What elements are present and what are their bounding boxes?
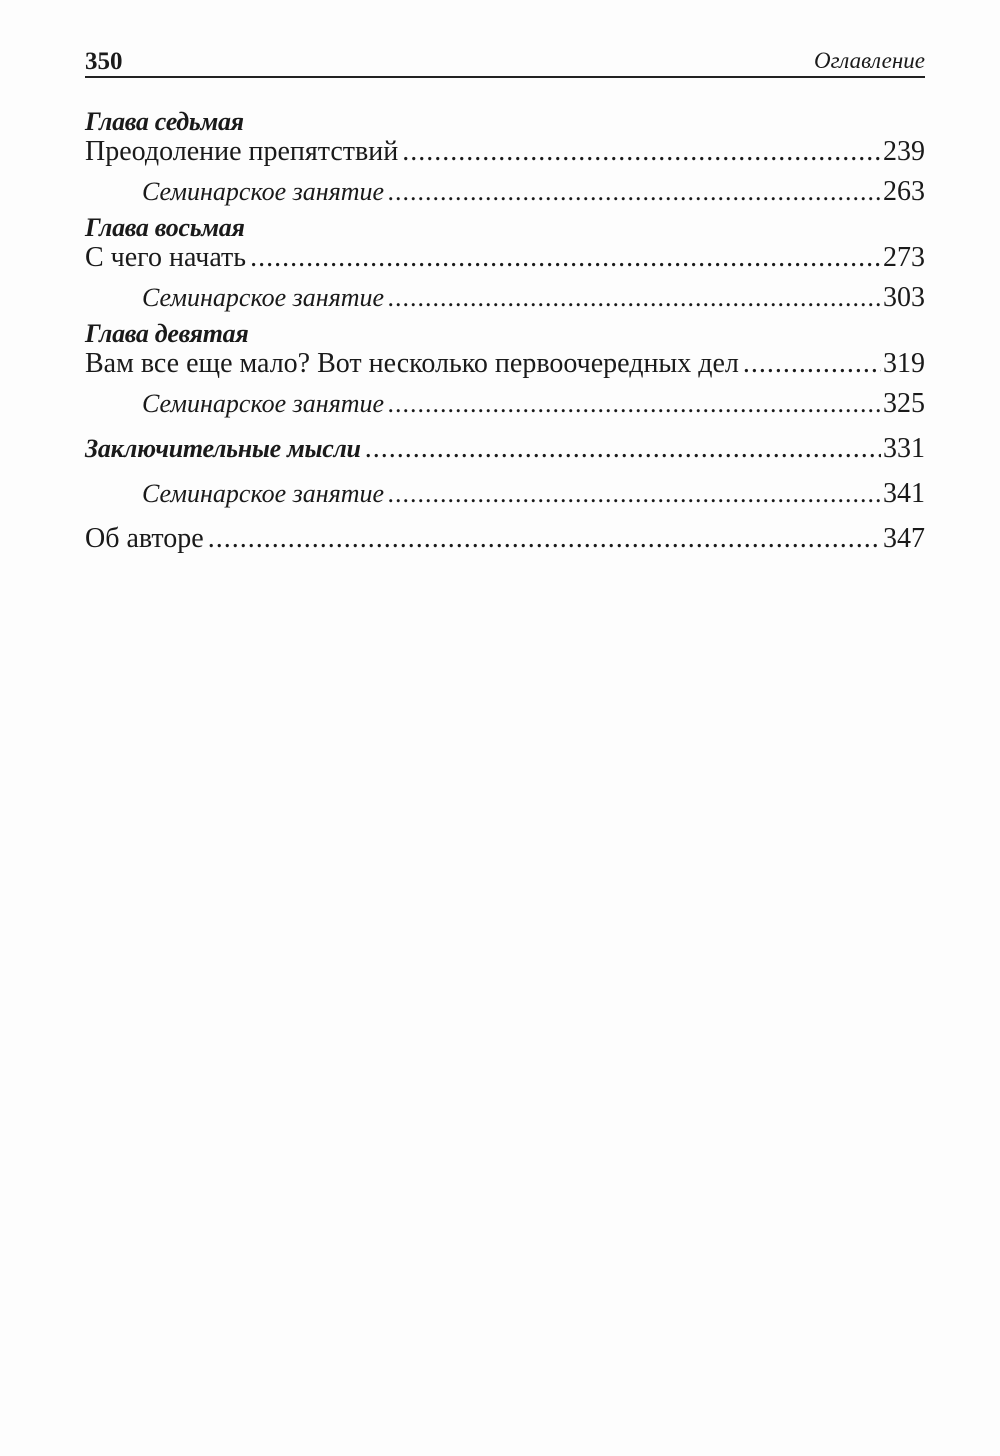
toc-entry-page: 347 (883, 523, 925, 554)
toc-entry-title: Об авторе (85, 523, 204, 554)
toc-entry-title: Преодоление препятствий (85, 136, 399, 167)
dot-leader (388, 472, 881, 516)
toc-entry-page: 325 (883, 388, 925, 419)
table-of-contents (85, 108, 925, 562)
dot-leader (365, 426, 881, 472)
toc-entry-page: 319 (883, 348, 925, 379)
dot-leader (388, 382, 881, 426)
toc-entry-chapter7[interactable] (85, 136, 925, 170)
toc-entry-about-author[interactable] (85, 516, 925, 562)
chapter-heading-7: Глава седьмая (85, 107, 244, 136)
toc-entry-title: Семинарское занятие (142, 283, 385, 312)
toc-entry-title: Семинарское занятие (142, 479, 385, 508)
toc-entry-seminar-8[interactable] (85, 276, 925, 320)
dot-leader (743, 348, 881, 380)
toc-entry-title: С чего начать (85, 242, 247, 273)
dot-leader (208, 516, 881, 562)
toc-entry-title: Семинарское занятие (142, 177, 385, 206)
toc-entry-chapter9[interactable] (85, 348, 925, 382)
toc-entry-page: 331 (883, 433, 925, 464)
toc-entry-page: 273 (883, 242, 925, 273)
toc-entry-title: Вам все еще мало? Вот несколько первоочередных дел (85, 348, 739, 379)
toc-entry-conclusion[interactable] (85, 426, 925, 472)
toc-entry-page: 239 (883, 136, 925, 167)
toc-entry-seminar-conclusion[interactable] (85, 472, 925, 516)
toc-entry-title: Семинарское занятие (142, 389, 385, 418)
toc-entry-page: 303 (883, 282, 925, 313)
toc-entry-page: 263 (883, 176, 925, 207)
dot-leader (250, 242, 881, 274)
toc-entry-page: 341 (883, 478, 925, 509)
toc-entry-chapter8[interactable] (85, 242, 925, 276)
chapter-heading-9: Глава девятая (85, 319, 249, 348)
dot-leader (388, 276, 881, 320)
toc-entry-seminar-9[interactable] (85, 382, 925, 426)
page-header (85, 44, 925, 78)
page-number: 350 (85, 48, 123, 75)
dot-leader (402, 136, 881, 168)
toc-entry-title: Заключительные мысли (85, 434, 361, 463)
dot-leader (388, 170, 881, 214)
chapter-heading-8: Глава восьмая (85, 213, 245, 242)
toc-entry-seminar-7[interactable] (85, 170, 925, 214)
running-title: Оглавление (813, 48, 925, 73)
